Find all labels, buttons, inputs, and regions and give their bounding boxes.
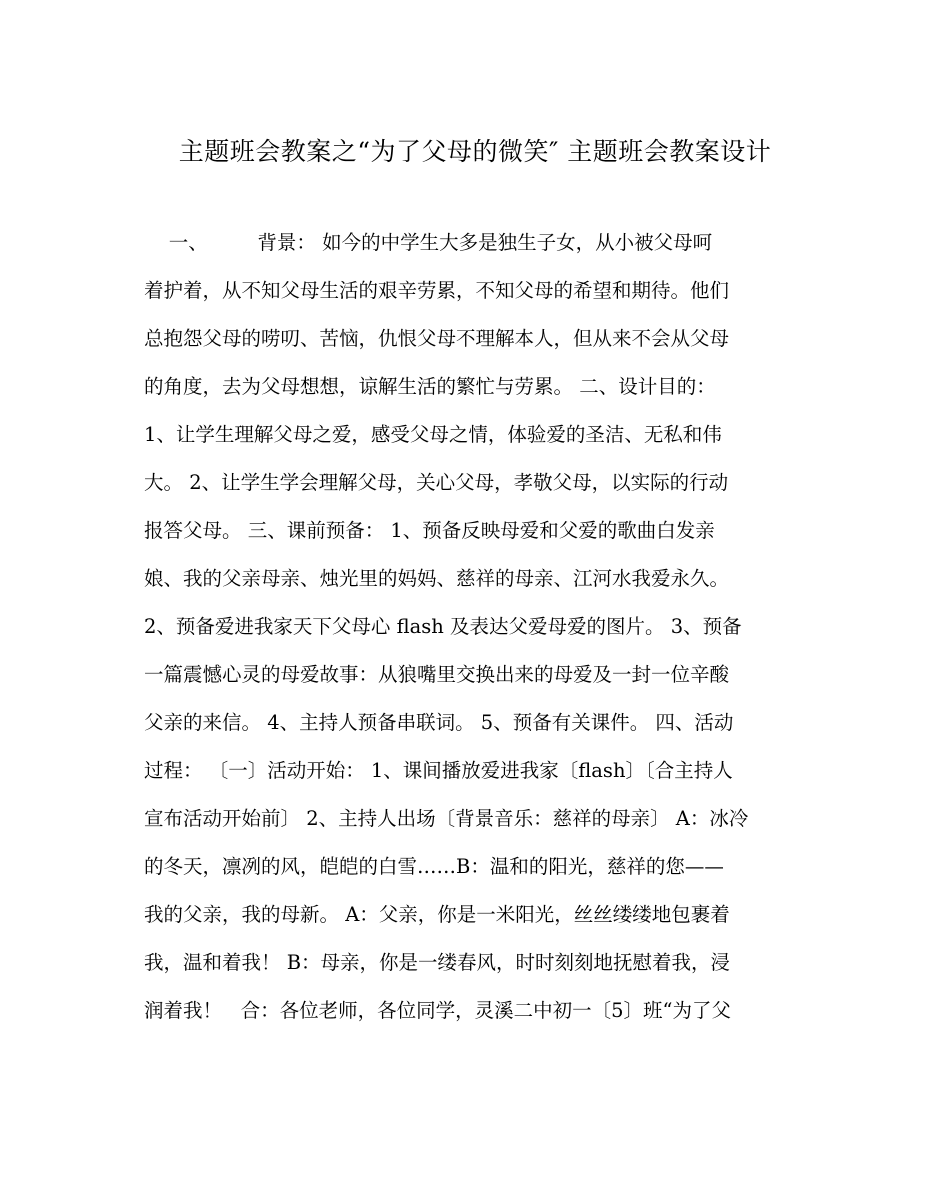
body-line: 一篇震憾心灵的母爱故事：从狼嘴里交换出来的母爱及一封一位辛酸 (144, 663, 730, 686)
body-line: 润着我！ 合：各位老师，各位同学，灵溪二中初一〔5〕班“为了父 (144, 999, 731, 1022)
body-line: 的角度，去为父母想想，谅解生活的繁忙与劳累。 二、设计目的： (144, 375, 716, 398)
body-line: 2、预备爱进我家天下父母心 flash 及表达父爱母爱的图片。 3、预备 (144, 615, 742, 638)
document-title: 主题班会教案之“为了父母的微笑″ 主题班会教案设计 (178, 137, 772, 166)
body-line: 我的父亲，我的母新。 A：父亲，你是一米阳光，丝丝缕缕地包裹着 (144, 903, 730, 926)
document-body (144, 219, 824, 1035)
body-line: 娘、我的父亲母亲、烛光里的妈妈、慈祥的母亲、江河水我爱永久。 (144, 567, 730, 590)
body-line: 一、 背景： 如今的中学生大多是独生子女，从小被父母呵 (144, 231, 713, 254)
body-line: 着护着，从不知父母生活的艰辛劳累，不知父母的希望和期待。他们 (144, 279, 730, 302)
body-line: 大。 2、让学生学会理解父母，关心父母，孝敬父母，以实际的行动 (144, 471, 729, 494)
body-line: 我，温和着我！ B：母亲，你是一缕春风，时时刻刻地抚慰着我，浸 (144, 951, 731, 974)
body-line: 总抱怨父母的唠叨、苦恼，仇恨父母不理解本人，但从来不会从父母 (144, 327, 730, 350)
body-line: 的冬天，凛冽的风，皑皑的白雪……B：温和的阳光，慈祥的您—— (144, 855, 724, 878)
body-line: 过程： 〔一〕活动开始： 1、课间播放爱进我家〔flash〕〔合主持人 (144, 759, 733, 782)
body-line: 报答父母。 三、课前预备： 1、预备反映母爱和父爱的歌曲白发亲 (144, 519, 715, 542)
body-line: 父亲的来信。 4、主持人预备串联词。 5、预备有关课件。 四、活动 (144, 711, 734, 734)
body-line: 宣布活动开始前〕 2、主持人出场〔背景音乐：慈祥的母亲〕 A：冰冷 (144, 807, 749, 830)
body-line: 1、让学生理解父母之爱，感受父母之情，体验爱的圣洁、无私和伟 (144, 423, 722, 446)
